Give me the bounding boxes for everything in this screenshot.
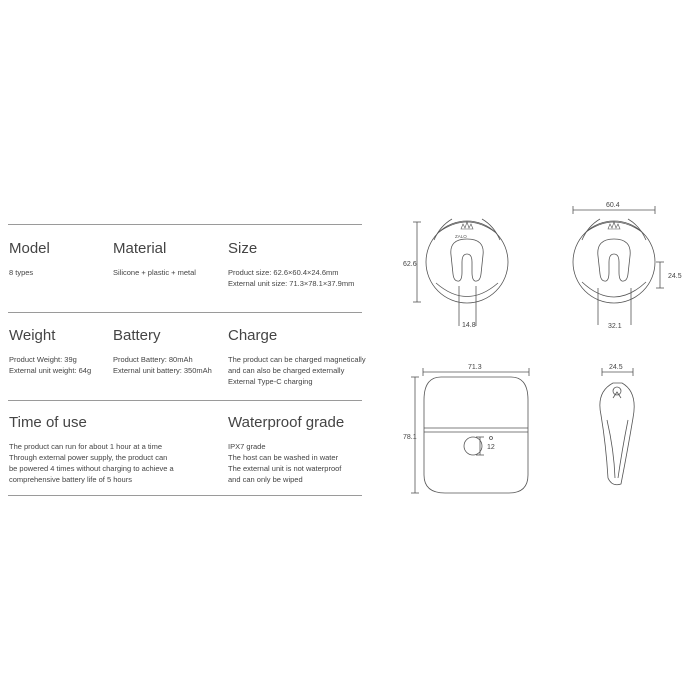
spec-battery-external: External unit battery: 350mAh: [113, 366, 212, 375]
case-height-label: 78.1: [403, 434, 417, 441]
spec-time-of-use-line: be powered 4 times without charging to achieve a: [9, 464, 174, 473]
spec-weight-product: Product Weight: 39g: [9, 355, 77, 364]
spec-waterproof-title: Waterproof grade: [228, 414, 345, 431]
spec-battery-product: Product Battery: 80mAh: [113, 355, 193, 364]
spec-size-product: Product size: 62.6×60.4×24.6mm: [228, 268, 339, 277]
spec-waterproof-line: The external unit is not waterproof: [228, 464, 342, 473]
spec-model-value: 8 types: [9, 268, 34, 277]
spec-time-of-use-line: comprehensive battery life of 5 hours: [9, 475, 132, 484]
spec-charge-title: Charge: [228, 327, 278, 344]
back-width-label: 60.4: [606, 202, 620, 209]
spec-time-of-use-line: The product can run for about 1 hour at a time: [9, 442, 163, 451]
spec-material-title: Material: [113, 240, 167, 257]
front-logo-text: ZALO: [455, 234, 467, 239]
case-port-label: 12: [487, 444, 495, 451]
spec-size-external: External unit size: 71.3×78.1×37.9mm: [228, 279, 355, 288]
spec-battery-title: Battery: [113, 327, 161, 344]
back-bottom-label: 32.1: [608, 323, 622, 330]
spec-weight-external: External unit weight: 64g: [9, 366, 92, 375]
spec-waterproof-line: The host can be washed in water: [228, 453, 339, 462]
case-width-label: 71.3: [468, 364, 482, 371]
front-height-label: 62.6: [403, 261, 417, 268]
front-bottom-label: 14.8: [462, 322, 476, 329]
spec-weight-title: Weight: [9, 327, 56, 344]
side-width-label: 24.5: [609, 364, 623, 371]
spec-charge-line: External Type-C charging: [228, 377, 313, 386]
spec-waterproof-line: and can only be wiped: [228, 475, 303, 484]
spec-charge-line: and can also be charged externally: [228, 366, 345, 375]
spec-time-of-use-title: Time of use: [9, 414, 87, 431]
back-height-label: 24.5: [668, 273, 682, 280]
spec-size-title: Size: [228, 240, 258, 257]
side-view-drawing: [600, 368, 634, 485]
spec-material-value: Silicone + plastic + metal: [113, 268, 196, 277]
spec-charge-line: The product can be charged magnetically: [228, 355, 366, 364]
back-view-drawing: [573, 206, 664, 325]
spec-model-title: Model: [9, 240, 50, 257]
spec-waterproof-line: IPX7 grade: [228, 442, 266, 451]
case-view-drawing: [411, 368, 529, 493]
spec-time-of-use-line: Through external power supply, the product can: [9, 453, 168, 462]
